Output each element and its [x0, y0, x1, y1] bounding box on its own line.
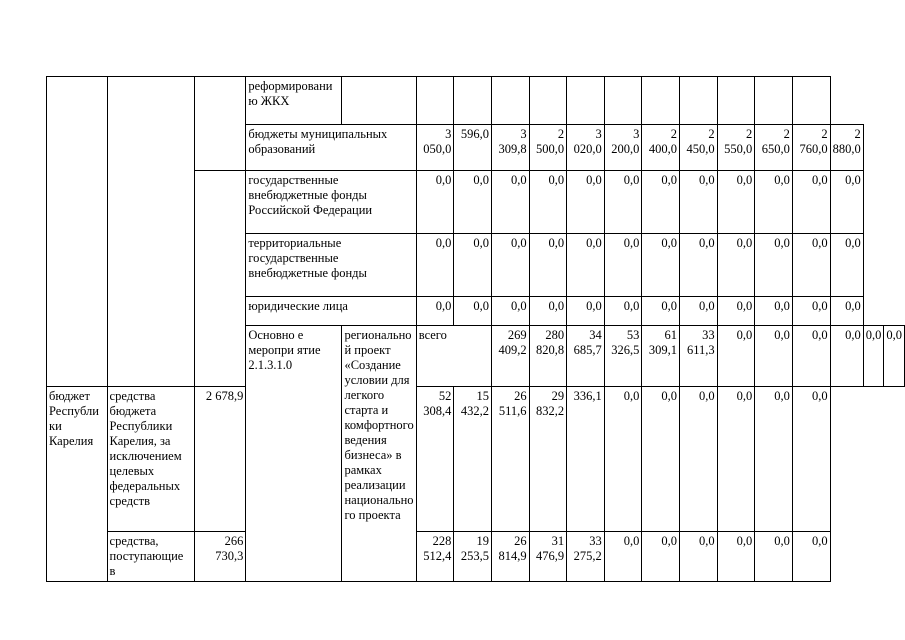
budget-table — [46, 76, 905, 582]
value-cell: 0,0 — [830, 297, 863, 326]
value-cell: 0,0 — [604, 171, 642, 234]
value-cell: 336,1 — [567, 387, 605, 532]
value-cell: 0,0 — [491, 171, 529, 234]
measure-status: Основно е меропри ятие 2.1.3.1.0 — [246, 326, 342, 582]
budget-label: бюджет Республи ки Карелия — [47, 387, 108, 582]
value-cell: 0,0 — [863, 326, 884, 387]
value-cell: 0,0 — [680, 171, 718, 234]
row-label: средства, поступающие в — [107, 532, 194, 582]
table-row — [47, 387, 905, 532]
value-cell: 0,0 — [604, 387, 642, 532]
value-cell: 0,0 — [680, 234, 718, 297]
value-cell: 2 678,9 — [194, 387, 246, 532]
value-cell: 0,0 — [755, 234, 793, 297]
value-cell: 2 400,0 — [642, 125, 680, 171]
table-row — [47, 532, 905, 582]
value-cell: 2 760,0 — [792, 125, 830, 171]
value-cell: 0,0 — [604, 532, 642, 582]
value-cell: 280 820,8 — [529, 326, 567, 387]
value-cell: 0,0 — [717, 297, 755, 326]
name-cell-prev — [107, 77, 194, 387]
value-cell: 2 500,0 — [529, 125, 567, 171]
value-cell: 52 308,4 — [416, 387, 454, 532]
value-cell: 2 880,0 — [830, 125, 863, 171]
value-cell: 0,0 — [567, 234, 605, 297]
budget-cell-prev-2 — [194, 171, 246, 387]
value-cell: 0,0 — [792, 532, 830, 582]
row-label: юридические лица — [246, 297, 416, 326]
value-cell: 0,0 — [416, 297, 454, 326]
value-cell: 0,0 — [755, 297, 793, 326]
value-cell: 0,0 — [680, 297, 718, 326]
value-cell: 0,0 — [642, 171, 680, 234]
value-cell: 0,0 — [830, 326, 863, 387]
value-cell: 33 611,3 — [680, 326, 718, 387]
value-cell: 0,0 — [830, 234, 863, 297]
value-cell: 19 253,5 — [454, 532, 492, 582]
value-cell: 26 814,9 — [491, 532, 529, 582]
value-cell: 0,0 — [416, 234, 454, 297]
row-label: государственные внебюджетные фонды Российской Федерации — [246, 171, 416, 234]
value-cell: 0,0 — [491, 234, 529, 297]
status-cell-prev — [47, 77, 108, 387]
value-cell: 0,0 — [755, 171, 793, 234]
value-cell: 0,0 — [642, 234, 680, 297]
table-row — [47, 77, 905, 125]
value-cell: 266 730,3 — [194, 532, 246, 582]
value-cell: 29 832,2 — [529, 387, 567, 532]
value-cell: 0,0 — [830, 171, 863, 234]
value-cell: 0,0 — [604, 297, 642, 326]
value-cell: 0,0 — [717, 387, 755, 532]
value-cell: 0,0 — [792, 326, 830, 387]
value-cell: 0,0 — [454, 234, 492, 297]
value-cell: 3 020,0 — [567, 125, 605, 171]
value-cell: 3 050,0 — [416, 125, 454, 171]
value-cell: 596,0 — [454, 125, 492, 171]
value-cell: 15 432,2 — [454, 387, 492, 532]
value-cell: 0,0 — [884, 326, 905, 387]
value-cell: 0,0 — [792, 387, 830, 532]
measure-name: регионально й проект «Создание условии для легкого старта и комфортного ведения бизнеса» в рамках реализации национально го проекта — [342, 326, 416, 582]
value-cell: 2 650,0 — [755, 125, 793, 171]
value-cell: 0,0 — [642, 297, 680, 326]
value-cell: 0,0 — [529, 171, 567, 234]
value-cell: 0,0 — [567, 297, 605, 326]
value-cell: 0,0 — [717, 326, 755, 387]
value-cell: 0,0 — [792, 171, 830, 234]
value-cell: 0,0 — [792, 234, 830, 297]
value-cell: 26 511,6 — [491, 387, 529, 532]
value-cell: 0,0 — [755, 326, 793, 387]
row-label: территориальные государственные внебюджетные фонды — [246, 234, 416, 297]
value-cell: 0,0 — [717, 234, 755, 297]
value-cell: 0,0 — [491, 297, 529, 326]
value-cell: 0,0 — [717, 532, 755, 582]
value-cell: 0,0 — [529, 234, 567, 297]
row-label: бюджеты муниципальных образований — [246, 125, 416, 171]
value-cell: 53 326,5 — [604, 326, 642, 387]
value-cell: 0,0 — [717, 171, 755, 234]
value-cell: 0,0 — [792, 297, 830, 326]
row-label: средства бюджета Республики Карелия, за исключением целевых федеральных средств — [107, 387, 194, 532]
value-cell: 3 200,0 — [604, 125, 642, 171]
value-cell: 0,0 — [680, 532, 718, 582]
value-cell: 0,0 — [755, 387, 793, 532]
value-cell: 2 450,0 — [680, 125, 718, 171]
value-cell: 3 309,8 — [491, 125, 529, 171]
value-cell: 0,0 — [454, 297, 492, 326]
value-cell: 33 275,2 — [567, 532, 605, 582]
value-cell: 0,0 — [529, 297, 567, 326]
row-label: всего — [416, 326, 491, 387]
value-cell: 2 550,0 — [717, 125, 755, 171]
value-cell: 0,0 — [642, 532, 680, 582]
value-cell: 0,0 — [680, 387, 718, 532]
source-label: реформировани ю ЖКХ — [246, 77, 342, 125]
value-cell: 0,0 — [454, 171, 492, 234]
budget-cell-prev — [194, 77, 246, 171]
value-cell: 0,0 — [416, 171, 454, 234]
value-cell: 31 476,9 — [529, 532, 567, 582]
value-cell: 269 409,2 — [491, 326, 529, 387]
value-cell: 34 685,7 — [567, 326, 605, 387]
value-cell: 0,0 — [755, 532, 793, 582]
value-cell: 0,0 — [567, 171, 605, 234]
value-cell: 0,0 — [604, 234, 642, 297]
value-cell: 61 309,1 — [642, 326, 680, 387]
value-cell: 228 512,4 — [416, 532, 454, 582]
value-cell: 0,0 — [642, 387, 680, 532]
